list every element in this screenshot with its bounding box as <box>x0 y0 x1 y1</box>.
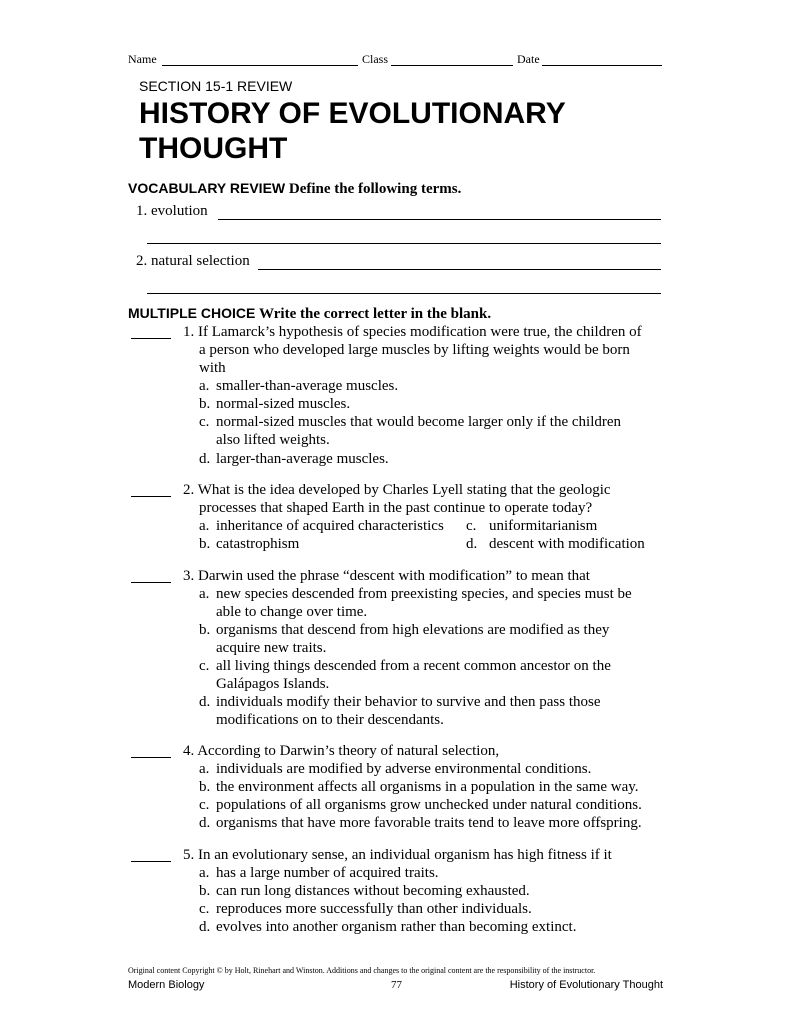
footer-chapter-title: History of Evolutionary Thought <box>509 979 663 991</box>
q1-option-a: a. smaller-than-average muscles. <box>199 378 399 394</box>
q2-option-b: b. catastrophism <box>199 536 300 552</box>
question-1-line-1: 1. If Lamarck’s hypothesis of species modification were true, the children of <box>183 324 642 340</box>
page-title-line-2: THOUGHT <box>139 132 288 165</box>
answer-blank-q2[interactable] <box>131 496 171 497</box>
q5-option-a: a. has a large number of acquired traits. <box>199 865 439 881</box>
multiple-choice-instruction: Write the correct letter in the blank. <box>259 306 492 322</box>
vocab-number: 1. <box>136 203 148 219</box>
q5-option-b: b. can run long distances without becoming exhausted. <box>199 883 530 899</box>
student-info-header <box>128 52 663 68</box>
multiple-choice-heading-label: MULTIPLE CHOICE <box>128 305 256 321</box>
q3-option-a: a. new species descended from preexisting species, and species must be <box>199 586 632 602</box>
answer-blank-q5[interactable] <box>131 861 171 862</box>
date-label: Date <box>517 52 540 66</box>
footer-book-title: Modern Biology <box>128 979 205 991</box>
q5-option-d: d. evolves into another organism rather than becoming extinct. <box>199 919 577 935</box>
multiple-choice-heading <box>128 305 491 323</box>
vocab-item-natural-selection <box>136 253 250 270</box>
date-field[interactable] <box>542 65 662 66</box>
page-number: 77 <box>391 979 402 991</box>
section-label: SECTION 15-1 REVIEW <box>139 78 293 94</box>
vocab-answer-line[interactable] <box>147 243 661 244</box>
q2-option-d: d. descent with modification <box>466 536 645 552</box>
answer-blank-q3[interactable] <box>131 582 171 583</box>
q3-option-d-continuation: modifications on to their descendants. <box>216 712 444 728</box>
vocab-number: 2. <box>136 253 148 269</box>
q5-option-c: c. reproduces more successfully than other individuals. <box>199 901 532 917</box>
vocab-item-evolution <box>136 203 208 220</box>
vocab-answer-line[interactable] <box>258 269 661 270</box>
q4-option-b: b. the environment affects all organisms in a population in the same way. <box>199 779 639 795</box>
question-3-line-1: 3. Darwin used the phrase “descent with modification” to mean that <box>183 568 590 584</box>
question-4-line-1: 4. According to Darwin’s theory of natural selection, <box>183 743 500 759</box>
q1-option-d: d. larger-than-average muscles. <box>199 451 389 467</box>
q3-option-c: c. all living things descended from a recent common ancestor on the <box>199 658 611 674</box>
question-2-line-2: processes that shaped Earth in the past continue to operate today? <box>199 500 593 516</box>
vocab-term: natural selection <box>151 253 250 269</box>
vocabulary-instruction: Define the following terms. <box>288 181 462 197</box>
answer-blank-q1[interactable] <box>131 338 171 339</box>
page-title-line-1: HISTORY OF EVOLUTIONARY <box>139 97 566 130</box>
q3-option-a-continuation: able to change over time. <box>216 604 368 620</box>
vocab-term: evolution <box>151 203 208 219</box>
question-1-line-2: a person who developed large muscles by lifting weights would be born <box>199 342 630 358</box>
vocab-answer-line[interactable] <box>147 293 661 294</box>
vocabulary-heading <box>128 180 461 198</box>
q2-option-c: c. uniformitarianism <box>466 518 598 534</box>
class-field[interactable] <box>391 65 513 66</box>
q4-option-c: c. populations of all organisms grow unchecked under natural conditions. <box>199 797 642 813</box>
q3-option-d: d. individuals modify their behavior to survive and then pass those <box>199 694 601 710</box>
answer-blank-q4[interactable] <box>131 757 171 758</box>
q3-option-c-continuation: Galápagos Islands. <box>216 676 330 692</box>
q2-option-a: a. inheritance of acquired characteristics <box>199 518 444 534</box>
vocab-answer-line[interactable] <box>218 219 661 220</box>
q1-option-b: b. normal-sized muscles. <box>199 396 351 412</box>
vocabulary-heading-label: VOCABULARY REVIEW <box>128 180 286 196</box>
question-1-line-3: with <box>199 360 226 376</box>
class-label: Class <box>362 52 389 66</box>
q3-option-b: b. organisms that descend from high elevations are modified as they <box>199 622 610 638</box>
q4-option-d: d. organisms that have more favorable traits tend to leave more offspring. <box>199 815 642 831</box>
question-5-line-1: 5. In an evolutionary sense, an individual organism has high fitness if it <box>183 847 612 863</box>
page-title <box>139 96 639 166</box>
question-2-line-1: 2. What is the idea developed by Charles Lyell stating that the geologic <box>183 482 611 498</box>
name-field[interactable] <box>162 65 358 66</box>
q1-option-c-continuation: also lifted weights. <box>216 432 330 448</box>
name-label: Name <box>128 52 157 66</box>
q3-option-b-continuation: acquire new traits. <box>216 640 327 656</box>
q1-option-c: c. normal-sized muscles that would become larger only if the children <box>199 414 622 430</box>
q4-option-a: a. individuals are modified by adverse environmental conditions. <box>199 761 592 777</box>
copyright-note: Original content Copyright © by Holt, Rinehart and Winston. Additions and changes to the original content are the responsibility of the instructor. <box>128 966 596 975</box>
